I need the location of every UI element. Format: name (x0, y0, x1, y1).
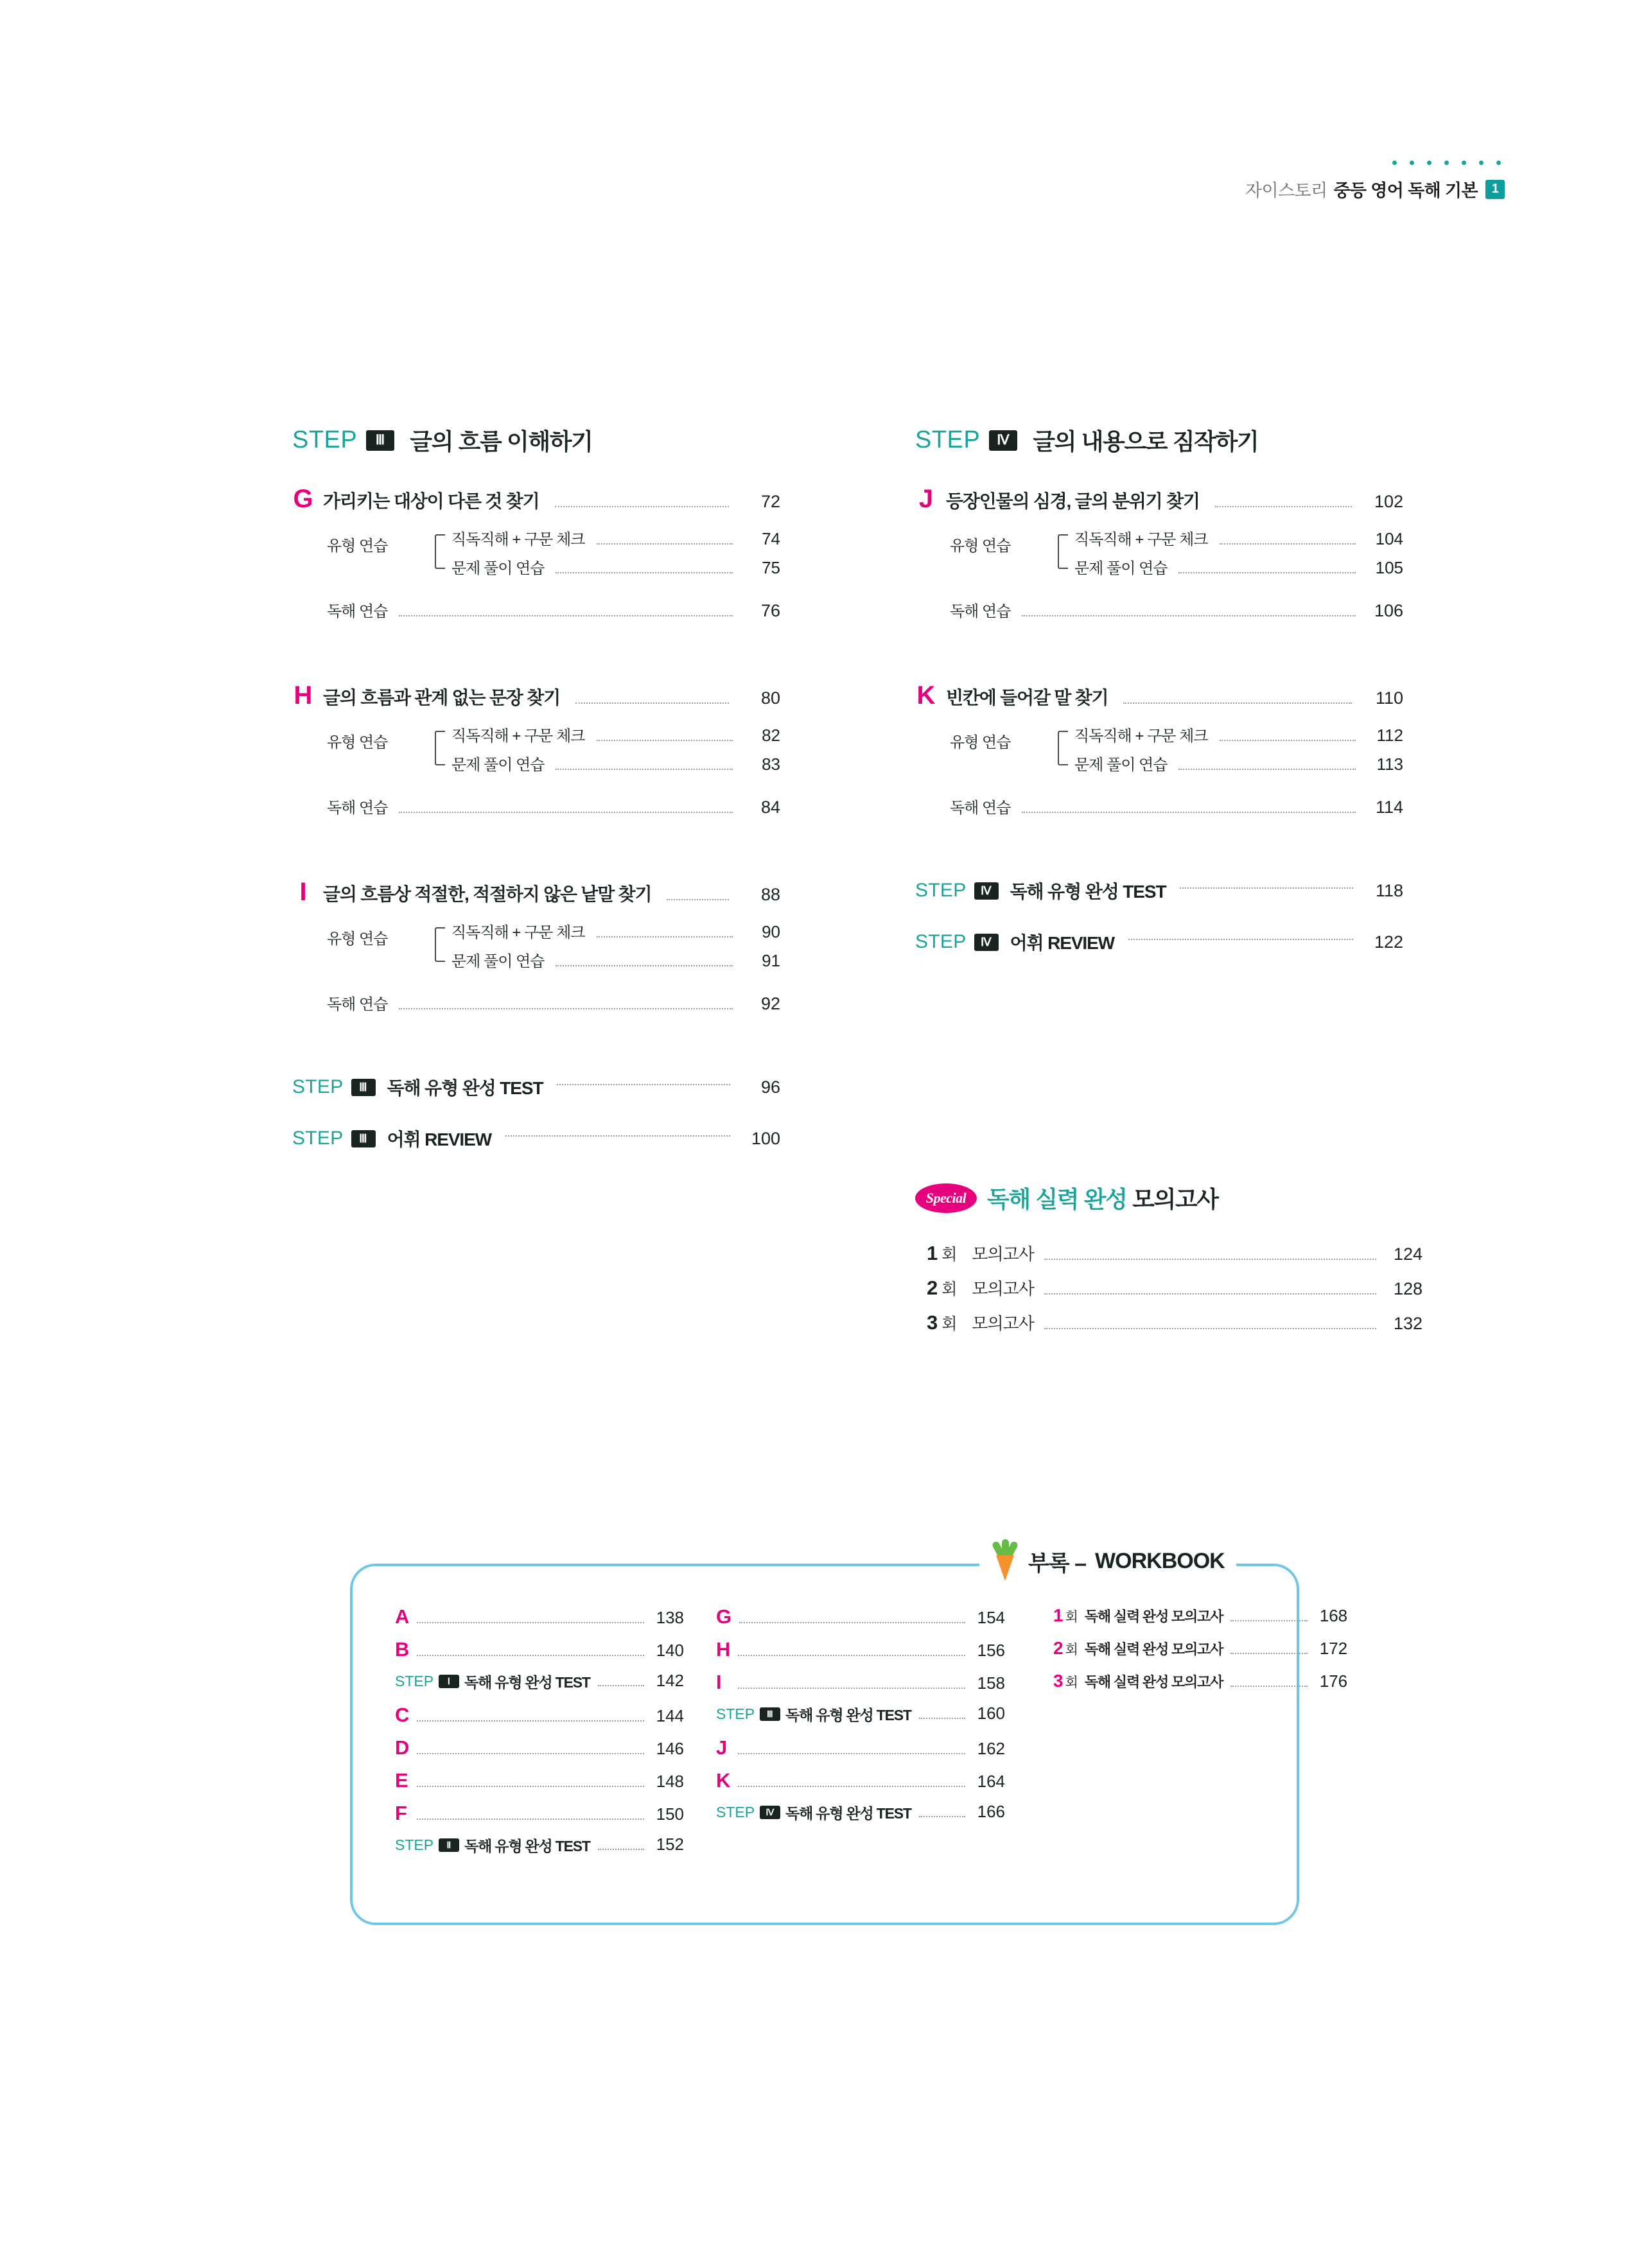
page-number: 74 (762, 529, 780, 548)
subentry-text: 문제 풀이 연습 (451, 953, 545, 970)
mock-label (1053, 1671, 1223, 1691)
step-word-label: STEP (395, 1673, 434, 1689)
mock-counter-unit: 회 (941, 1280, 957, 1298)
page-number: 83 (762, 755, 780, 774)
page-number: 124 (1393, 1244, 1423, 1264)
book-title: 중등 영어 독해 기본 (1333, 181, 1478, 200)
step-test-label (395, 1671, 590, 1692)
page-number: 113 (1376, 755, 1403, 774)
special-title (987, 1182, 1218, 1214)
toc-subentry[interactable] (451, 946, 780, 975)
reading-practice-label: 독해 연습 (327, 996, 388, 1013)
header-dots-decoration (1245, 161, 1505, 165)
reading-practice-label: 독해 연습 (950, 799, 1011, 817)
dot-leader (399, 615, 733, 616)
dot-leader (738, 1753, 965, 1754)
workbook-entry[interactable] (716, 1638, 1005, 1671)
dot-leader (1022, 615, 1356, 616)
page-number: 104 (1375, 529, 1403, 548)
mock-label (1053, 1638, 1223, 1659)
unit-title: 가리키는 대상이 다른 것 찾기 (323, 491, 539, 511)
unit-letter: E (395, 1769, 408, 1792)
dot-leader (575, 702, 729, 704)
workbook-entry[interactable] (716, 1605, 1005, 1638)
step-roman-numeral: Ⅲ (760, 1707, 780, 1721)
mock-name: 모의고사 (972, 1244, 1034, 1264)
dot-leader (557, 1084, 730, 1085)
test-label: 독해 유형 완성 TEST (387, 1078, 543, 1098)
mock-counter-unit: 회 (1065, 1675, 1078, 1690)
unit-title: 글의 흐름상 적절한, 적절하지 않은 낱말 찾기 (323, 884, 652, 904)
dot-leader (1044, 1328, 1376, 1329)
step-word-label: STEP (915, 880, 967, 901)
mock-counter-unit: 회 (1065, 1610, 1078, 1625)
page-number: 106 (1374, 601, 1403, 620)
toc-subentry[interactable] (1074, 553, 1403, 582)
page-number: 158 (977, 1673, 1005, 1693)
dot-leader (739, 1622, 965, 1623)
page-number: 148 (656, 1772, 684, 1791)
unit-letter: I (716, 1671, 722, 1693)
toc-subentry[interactable] (1074, 749, 1403, 778)
subentry-text: 문제 풀이 연습 (451, 756, 545, 774)
dot-leader (1230, 1653, 1308, 1654)
page-number: 154 (977, 1608, 1005, 1627)
workbook-entry[interactable] (395, 1769, 684, 1802)
step-word-label: STEP (915, 931, 967, 952)
dot-leader (1230, 1686, 1308, 1687)
pattern-practice-label: 유형 연습 (327, 734, 388, 751)
toc-subentry[interactable] (451, 524, 780, 553)
special-section (915, 1182, 1423, 1340)
toc-reading-practice[interactable] (292, 598, 780, 622)
step-roman-numeral: Ⅲ (351, 1130, 376, 1147)
dot-leader (1123, 702, 1352, 704)
dot-leader (1128, 939, 1353, 940)
pattern-practice-label: 유형 연습 (327, 537, 388, 555)
page-number: 132 (1393, 1314, 1423, 1333)
workbook-entry[interactable] (395, 1736, 684, 1769)
page-number: 90 (762, 922, 780, 941)
test-label: 독해 유형 완성 TEST (1010, 882, 1166, 902)
mock-name: 모의고사 (972, 1279, 1034, 1298)
unit-letter: B (395, 1638, 410, 1661)
toc-reading-practice[interactable] (915, 795, 1403, 819)
unit-letter: H (293, 681, 313, 710)
step-roman-numeral: Ⅲ (366, 430, 394, 451)
mock-number: 2 (927, 1277, 938, 1299)
page-number: 84 (760, 798, 780, 817)
step-roman-numeral: Ⅰ (439, 1675, 459, 1688)
special-heading (915, 1182, 1423, 1214)
toc-subentry[interactable] (1074, 720, 1403, 749)
mock-number: 3 (1053, 1671, 1064, 1691)
page-number: 140 (656, 1641, 684, 1660)
step-roman-numeral: Ⅳ (974, 934, 999, 951)
reading-practice-label: 독해 연습 (327, 799, 388, 817)
brace-group (435, 524, 780, 582)
page-number: 110 (1375, 688, 1403, 708)
dot-leader (1220, 543, 1356, 545)
unit-letter: H (716, 1638, 731, 1661)
dot-leader (919, 1718, 965, 1719)
dot-leader (597, 936, 733, 938)
page-number: 100 (751, 1128, 780, 1148)
test-label: 독해 유형 완성 TEST (785, 1805, 911, 1822)
brace-group (435, 720, 780, 778)
dot-leader (417, 1786, 644, 1787)
workbook-step-entry[interactable] (716, 1802, 1005, 1835)
page-number: 82 (762, 726, 780, 745)
workbook-entry[interactable] (716, 1736, 1005, 1769)
dot-leader (598, 1685, 644, 1686)
subentry-text: 직독직해 + 구문 체크 (1074, 531, 1208, 548)
page-number: 176 (1319, 1671, 1348, 1691)
special-title-green: 독해 실력 완성 (987, 1186, 1127, 1212)
toc-entry[interactable] (292, 485, 780, 514)
workbook-step-entry[interactable] (395, 1835, 684, 1867)
test-label: 독해 유형 완성 TEST (464, 1838, 590, 1854)
volume-badge: 1 (1485, 180, 1505, 199)
toc-reading-practice[interactable] (915, 598, 1403, 622)
step-word-label: STEP (915, 426, 981, 453)
workbook-entry[interactable] (395, 1638, 684, 1671)
mock-name: 독해 실력 완성 모의고사 (1084, 1609, 1223, 1625)
page-number: 91 (762, 951, 780, 970)
unit-letter: C (395, 1704, 410, 1726)
special-mock-row[interactable] (915, 1236, 1423, 1271)
subentry-text: 문제 풀이 연습 (1074, 560, 1168, 577)
unit-letter: J (716, 1736, 728, 1759)
test-label: 독해 유형 완성 TEST (464, 1674, 590, 1691)
page-number: 150 (656, 1804, 684, 1824)
unit-letter: G (716, 1605, 732, 1628)
workbook-entry[interactable] (395, 1605, 684, 1638)
dot-leader (1044, 1259, 1376, 1260)
pattern-practice-label: 유형 연습 (327, 930, 388, 948)
dot-leader (1180, 887, 1353, 889)
workbook-entry[interactable] (395, 1802, 684, 1835)
page-number: 92 (760, 994, 780, 1013)
unit-sub-block (292, 917, 780, 975)
workbook-column-2 (716, 1605, 1005, 1835)
dot-leader (555, 506, 730, 507)
workbook-column-3 (1053, 1605, 1355, 1704)
toc-unit-g (292, 485, 780, 622)
carrot-icon (991, 1541, 1019, 1581)
toc-subentry[interactable] (451, 749, 780, 778)
brace-group (1058, 524, 1403, 582)
unit-letter: A (395, 1605, 410, 1628)
toc-entry[interactable] (915, 681, 1403, 710)
mock-name: 독해 실력 완성 모의고사 (1084, 1674, 1223, 1690)
workbook-title-en: WORKBOOK (1095, 1548, 1225, 1573)
page-number: 88 (760, 885, 780, 904)
dot-leader (417, 1622, 644, 1623)
brand-name: 자이스토리 (1245, 181, 1327, 200)
dot-leader (738, 1688, 965, 1689)
page-number: 118 (1375, 880, 1403, 900)
toc-reading-practice[interactable] (292, 991, 780, 1015)
unit-letter: K (716, 1769, 731, 1792)
reading-practice-label: 독해 연습 (950, 603, 1011, 620)
dot-leader (417, 1753, 644, 1754)
workbook-entry[interactable] (716, 1671, 1005, 1704)
dot-leader (556, 769, 733, 770)
toc-unit-k (915, 681, 1403, 819)
unit-letter: J (918, 485, 934, 513)
step-test-label (395, 1835, 590, 1856)
reading-practice-label: 독해 연습 (327, 603, 388, 620)
dot-leader (1220, 740, 1356, 741)
dot-leader (556, 965, 733, 966)
unit-letter: K (916, 681, 936, 710)
special-mock-row[interactable] (915, 1305, 1423, 1340)
unit-title: 등장인물의 심경, 글의 분위기 찾기 (946, 491, 1200, 511)
mock-number: 3 (927, 1311, 938, 1334)
toc-subentry[interactable] (1074, 524, 1403, 553)
pattern-practice-label: 유형 연습 (950, 537, 1011, 555)
toc-step-review[interactable] (915, 929, 1403, 955)
mock-label (1053, 1605, 1223, 1626)
step-word-label: STEP (292, 1076, 344, 1097)
unit-sub-block (292, 720, 780, 778)
step-heading-4 (915, 424, 1403, 457)
special-badge: Special (915, 1183, 977, 1213)
step-test-label (716, 1802, 911, 1823)
header-brand-line (1245, 177, 1505, 202)
dot-leader (505, 1135, 730, 1137)
page-number: 164 (977, 1772, 1005, 1791)
subentry-text: 문제 풀이 연습 (451, 560, 545, 577)
dot-leader (1230, 1620, 1308, 1621)
page-number: 152 (656, 1835, 684, 1854)
review-label: 어휘 REVIEW (387, 1130, 491, 1149)
dot-leader (738, 1786, 965, 1787)
page-number: 146 (656, 1739, 684, 1758)
page-number: 142 (656, 1671, 684, 1690)
unit-letter: G (293, 485, 313, 513)
workbook-column-1 (395, 1605, 684, 1867)
test-label: 독해 유형 완성 TEST (785, 1707, 911, 1723)
step-roman-numeral: Ⅲ (351, 1079, 376, 1096)
dot-leader (417, 1819, 644, 1820)
step-roman-numeral: Ⅳ (989, 430, 1017, 451)
toc-unit-i (292, 878, 780, 1015)
toc-subentry[interactable] (451, 553, 780, 582)
workbook-step-entry[interactable] (716, 1704, 1005, 1736)
dot-leader (919, 1816, 965, 1817)
mock-counter-unit: 회 (941, 1315, 957, 1333)
dot-leader (738, 1655, 965, 1656)
unit-sub-block (292, 524, 780, 582)
dot-leader (667, 899, 729, 900)
toc-entry[interactable] (292, 681, 780, 710)
unit-sub-block (915, 524, 1403, 582)
workbook-mock-entry[interactable] (1053, 1605, 1355, 1638)
step-roman-numeral: Ⅳ (974, 882, 999, 900)
dot-leader (399, 1008, 733, 1009)
toc-step-test[interactable] (915, 878, 1403, 903)
page-number: 105 (1375, 558, 1403, 577)
step-column-3 (292, 424, 780, 1151)
page-number: 172 (1319, 1639, 1348, 1658)
unit-letter: I (299, 878, 307, 906)
pattern-practice-label: 유형 연습 (950, 734, 1011, 751)
page-number: 138 (656, 1608, 684, 1627)
dot-leader (598, 1849, 644, 1850)
unit-title: 빈칸에 들어갈 말 찾기 (946, 688, 1108, 708)
workbook-title-ko: 부록 – (1028, 1551, 1087, 1576)
mock-number: 1 (1053, 1605, 1064, 1625)
step-word-label: STEP (716, 1804, 755, 1820)
dot-leader (597, 740, 733, 741)
dot-leader (1178, 769, 1356, 770)
page-number: 156 (977, 1641, 1005, 1660)
toc-reading-practice[interactable] (292, 795, 780, 819)
page-number: 144 (656, 1706, 684, 1725)
step-roman-numeral: Ⅳ (760, 1806, 780, 1819)
review-label: 어휘 REVIEW (1010, 933, 1114, 953)
step-word-label: STEP (395, 1836, 434, 1853)
workbook-mock-entry[interactable] (1053, 1638, 1355, 1671)
page-number: 102 (1374, 492, 1403, 511)
toc-subentry[interactable] (451, 917, 780, 946)
brace-group (1058, 720, 1403, 778)
page-number: 166 (977, 1802, 1005, 1821)
step-title: 글의 흐름 이해하기 (410, 428, 593, 455)
toc-step-test[interactable] (292, 1074, 780, 1100)
unit-sub-block (915, 720, 1403, 778)
step-roman-numeral: Ⅱ (439, 1838, 459, 1852)
workbook-entry[interactable] (716, 1769, 1005, 1802)
subentry-text: 직독직해 + 구문 체크 (1074, 728, 1208, 745)
mock-counter-unit: 회 (1065, 1643, 1078, 1657)
page-number: 72 (760, 492, 780, 511)
page-number: 168 (1319, 1606, 1348, 1625)
toc-subentry[interactable] (451, 720, 780, 749)
page-number: 114 (1375, 798, 1403, 817)
toc-entry[interactable] (915, 485, 1403, 514)
page-number: 75 (762, 558, 780, 577)
workbook-mock-entry[interactable] (1053, 1671, 1355, 1704)
dot-leader (1178, 572, 1356, 573)
dot-leader (1044, 1293, 1376, 1295)
toc-entry[interactable] (292, 878, 780, 907)
mock-name: 모의고사 (972, 1314, 1034, 1333)
page-number: 112 (1376, 726, 1403, 745)
workbook-title (979, 1541, 1236, 1581)
brace-group (435, 917, 780, 975)
page-number: 80 (760, 688, 780, 708)
dot-leader (417, 1655, 644, 1656)
unit-letter: F (395, 1802, 407, 1824)
step-column-4 (915, 424, 1403, 955)
step-word-label: STEP (292, 426, 358, 453)
dot-leader (417, 1720, 644, 1722)
step-test-label (716, 1704, 911, 1725)
dot-leader (1022, 812, 1356, 813)
unit-letter: D (395, 1736, 410, 1759)
mock-number: 1 (927, 1242, 938, 1264)
toc-unit-j (915, 485, 1403, 622)
workbook-step-entry[interactable] (395, 1671, 684, 1704)
step-title: 글의 내용으로 짐작하기 (1033, 428, 1259, 455)
subentry-text: 직독직해 + 구문 체크 (451, 531, 585, 548)
page-header (1245, 161, 1505, 202)
page-number: 76 (760, 601, 780, 620)
step-heading-3 (292, 424, 780, 457)
dot-leader (597, 543, 733, 545)
toc-unit-h (292, 681, 780, 819)
workbook-entry[interactable] (395, 1704, 684, 1736)
page-number: 122 (1374, 932, 1403, 952)
unit-title: 글의 흐름과 관계 없는 문장 찾기 (323, 688, 560, 708)
special-mock-row[interactable] (915, 1271, 1423, 1305)
toc-step-review[interactable] (292, 1126, 780, 1151)
mock-counter-unit: 회 (941, 1246, 957, 1264)
special-title-dark: 모의고사 (1132, 1186, 1218, 1212)
mock-number: 2 (1053, 1638, 1064, 1658)
subentry-text: 문제 풀이 연습 (1074, 756, 1168, 774)
subentry-text: 직독직해 + 구문 체크 (451, 728, 585, 745)
page-number: 128 (1393, 1279, 1423, 1298)
dot-leader (1215, 506, 1352, 507)
mock-name: 독해 실력 완성 모의고사 (1084, 1641, 1223, 1657)
page-number: 162 (977, 1739, 1005, 1758)
step-word-label: STEP (292, 1128, 344, 1149)
subentry-text: 직독직해 + 구문 체크 (451, 924, 585, 941)
step-word-label: STEP (716, 1705, 755, 1722)
dot-leader (399, 812, 733, 813)
page-number: 160 (977, 1704, 1005, 1723)
page-number: 96 (760, 1077, 780, 1097)
dot-leader (556, 572, 733, 573)
